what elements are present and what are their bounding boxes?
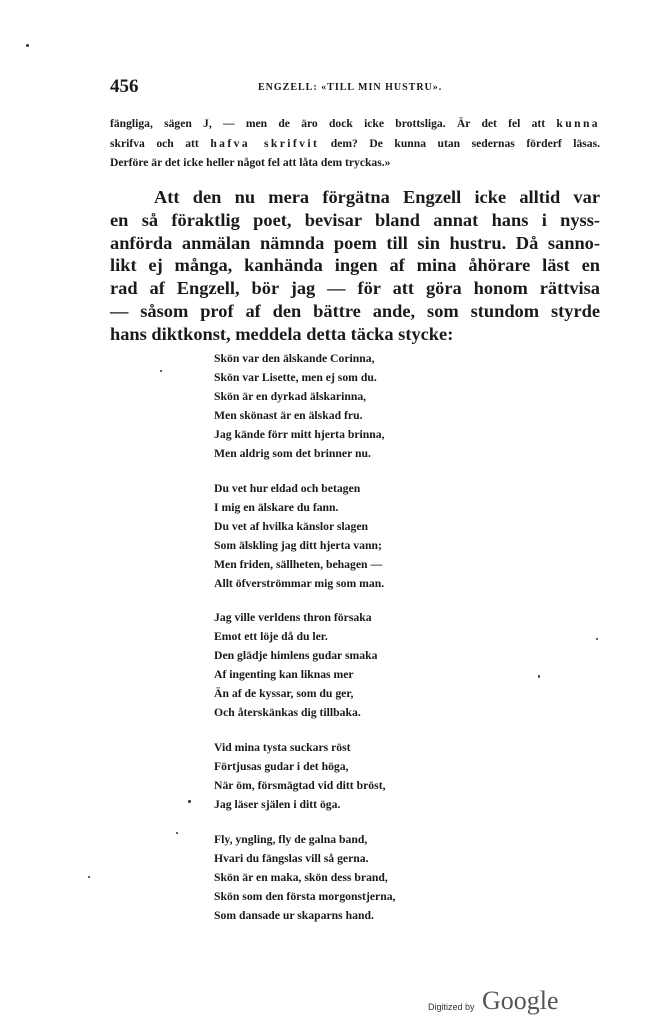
quote-spaced-text: kunna — [556, 117, 600, 130]
google-logo: Google — [482, 986, 559, 1015]
digitized-by-google-watermark — [428, 986, 598, 1020]
body-line: anförda anmälan nämnda poem till sin hustru. Då sanno- — [110, 232, 600, 253]
running-head: ENGZELL: «TILL MIN HUSTRU». — [258, 82, 443, 93]
scan-speck — [538, 675, 540, 678]
body-paragraph — [110, 186, 600, 346]
poem-line: Af ingenting kan liknas mer — [214, 668, 354, 682]
poem-line: Men aldrig som det brinner nu. — [214, 447, 371, 460]
scan-speck — [176, 832, 178, 834]
poem-line: Förtjusas gudar i det höga, — [214, 760, 349, 774]
poem-line: Du vet af hvilka känslor slagen — [214, 519, 369, 533]
poem-stanza — [214, 608, 514, 722]
poem-line: Den glädje himlens gudar smaka — [214, 649, 378, 663]
scan-speck — [596, 638, 598, 640]
poem-line: Jag ville verldens thron försaka — [214, 611, 372, 625]
quote-line — [110, 114, 600, 134]
quote-text: dem? De kunna utan sedernas förderf läsas. — [319, 136, 600, 150]
scan-speck — [160, 370, 162, 372]
quote-line — [110, 134, 600, 154]
scan-speck — [26, 44, 29, 47]
poem-line: Hvari du fängslas vill så gerna. — [214, 851, 369, 865]
poem-line: Emot ett löje då du ler. — [214, 630, 328, 644]
body-line: likt ej många, kanhända ingen af mina åhörare läst en — [110, 255, 600, 276]
poem — [214, 349, 514, 940]
body-line: rad af Engzell, bör jag — för att göra honom rättvisa — [110, 278, 600, 299]
poem-stanza — [214, 830, 514, 925]
poem-line: Skön var den älskande Corinna, — [214, 352, 375, 365]
poem-stanza — [214, 738, 514, 814]
quote-block — [110, 114, 600, 173]
poem-line: När öm, försmägtad vid ditt bröst, — [214, 779, 386, 793]
poem-line: Skön är en maka, skön dess brand, — [214, 870, 388, 884]
body-line: — såsom prof af den bättre ande, som stundom styrde — [110, 300, 600, 321]
quote-line — [110, 153, 600, 173]
poem-line: Skön är en dyrkad älskarinna, — [214, 390, 367, 403]
poem-line: Du vet hur eldad och betagen — [214, 481, 361, 495]
poem-line: I mig en älskare du fann. — [214, 500, 339, 514]
quote-text: skrifva och att — [110, 136, 211, 150]
poem-line: Som dansade ur skaparns hand. — [214, 908, 374, 922]
poem-line: Som älskling jag ditt hjerta vann; — [214, 538, 382, 552]
poem-line: Vid mina tysta suckars röst — [214, 741, 351, 755]
scan-speck — [88, 876, 90, 878]
page-header — [110, 76, 598, 100]
scan-speck — [188, 800, 191, 803]
poem-line: Men friden, sällheten, behagen — — [214, 557, 383, 571]
poem-stanza — [214, 349, 514, 463]
poem-line: Skön som den första morgonstjerna, — [214, 889, 396, 903]
page-number: 456 — [110, 76, 139, 97]
body-line: en så föraktlig poet, bevisar bland annat hans i nyss- — [110, 209, 600, 230]
poem-line: Men skönast är en älskad fru. — [214, 409, 363, 422]
poem-line: Och återskänkas dig tillbaka. — [214, 706, 361, 720]
poem-line: Fly, yngling, fly de galna band, — [214, 832, 368, 846]
poem-line: Skön var Lisette, men ej som du. — [214, 371, 377, 384]
quote-text: fängliga, sägen J, — men de äro dock icke brottsliga. Är det fel att — [110, 117, 557, 130]
poem-line: Allt öfverströmmar mig som man. — [214, 576, 385, 590]
quote-spaced-text: hafva skrifvit — [210, 136, 320, 150]
poem-line: Jag kände förr mitt hjerta brinna, — [214, 428, 385, 441]
body-line: Att den nu mera förgätna Engzell icke alltid var — [154, 187, 600, 207]
poem-line: Jag läser själen i ditt öga. — [214, 798, 341, 812]
poem-stanza — [214, 479, 514, 593]
poem-line: Än af de kyssar, som du ger, — [214, 687, 354, 701]
digitized-label: Digitized by — [428, 1002, 475, 1012]
body-line: hans diktkonst, meddela detta täcka stycke: — [110, 323, 454, 344]
quote-text: Derföre är det icke heller något fel att låta dem tryckas.» — [110, 156, 391, 169]
